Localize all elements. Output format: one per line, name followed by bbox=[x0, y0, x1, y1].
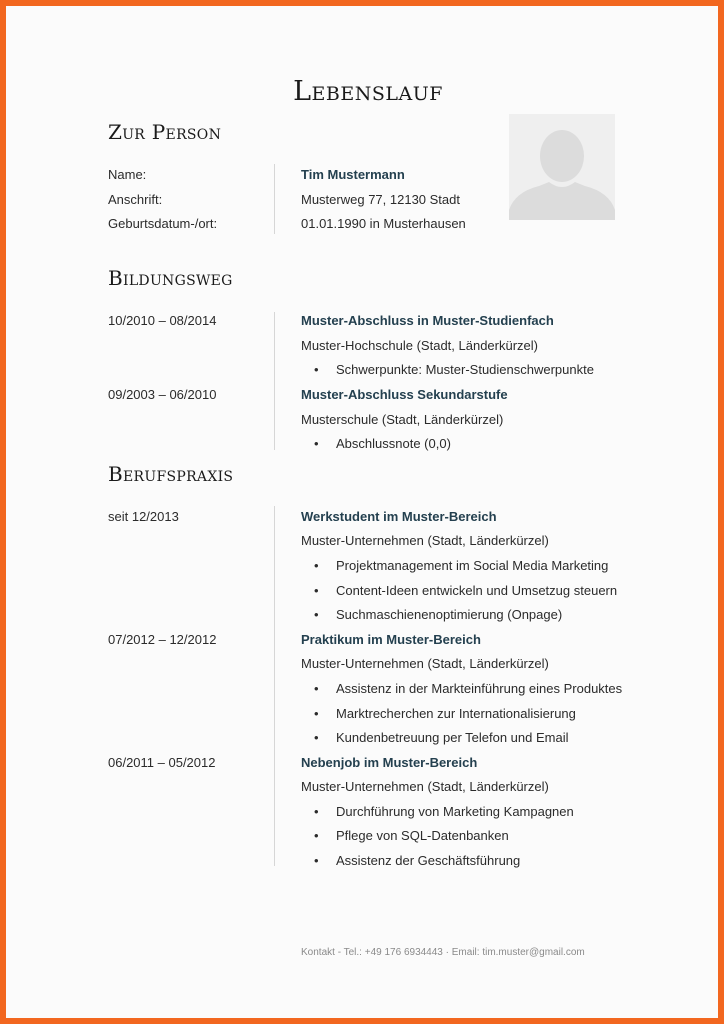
page-frame: Lebenslauf Zur Person Name: Tim Mustermann Anschrift: Musterweg 77, 12130 Stadt Geburtsdatum-/ort: 01.01.1990 in Musterhausen Bildungsweg 10/2010 – 08/2014 Muster-Abschluss in Muster-Studienfach Muster-Hochschule (Stadt, Länderkürzel) • Schwerpunkte: Muster-Studienschwerpunkte 09/2003 – 06/2010 Muster-Abschluss Sekundarstufe Musterschule (Stadt, Länderkürzel) • Abschlussnote (0,0) Berufspraxis seit 12/2013 Werkstudent im Muster-Bereich Muster-Unternehmen (Stadt, Länderkürzel) • Projektmanagement im Social Media Marketing • Content-Ideen entwickeln und Umsetzug steuern • Suchmaschienenoptimierung (Onpage) 07/2012 – 12/2012 Praktikum im Muster-Bereich Muster-Unternehmen (Stadt, Länderkürzel) • Assistenz in der Markteinführung eines Produktes • Marktrecherchen zur Internationalisierung • Kundenbetreuung per Telefon und Email 06/2011 – 05/2012 Nebenjob im Muster-Bereich Muster-Unternehmen (Stadt, Länderkürzel) • Durchführung von Marketing Kampagnen • Pflege von SQL-Datenbanken • Assistenz der Geschäftsführung Kontakt - Tel.: +49 176 6934443 · Email: tim.muster@gmail.com bbox=[0, 0, 724, 1024]
divider-education bbox=[274, 312, 275, 450]
experience-title: Praktikum im Muster-Bereich bbox=[301, 632, 481, 647]
education-institution: Musterschule (Stadt, Länderkürzel) bbox=[301, 412, 504, 427]
footer-contact: Kontakt - Tel.: +49 176 6934443 · Email: tim.muster@gmail.com bbox=[301, 947, 585, 958]
profile-photo bbox=[509, 114, 615, 220]
experience-company: Muster-Unternehmen (Stadt, Länderkürzel) bbox=[301, 779, 549, 794]
value-name: Tim Mustermann bbox=[301, 167, 405, 182]
education-title: Muster-Abschluss in Muster-Studienfach bbox=[301, 313, 554, 328]
education-period: 10/2010 – 08/2014 bbox=[108, 313, 217, 328]
experience-period: 06/2011 – 05/2012 bbox=[108, 755, 216, 770]
experience-period: seit 12/2013 bbox=[108, 509, 179, 524]
experience-company: Muster-Unternehmen (Stadt, Länderkürzel) bbox=[301, 656, 549, 671]
experience-title: Werkstudent im Muster-Bereich bbox=[301, 509, 497, 524]
label-name: Name: bbox=[108, 167, 147, 182]
experience-title: Nebenjob im Muster-Bereich bbox=[301, 755, 478, 770]
section-heading-education: Bildungsweg bbox=[108, 266, 233, 290]
person-silhouette-icon bbox=[509, 114, 615, 220]
education-institution: Muster-Hochschule (Stadt, Länderkürzel) bbox=[301, 338, 538, 353]
label-address: Anschrift: bbox=[108, 192, 163, 207]
experience-period: 07/2012 – 12/2012 bbox=[108, 632, 217, 647]
document-title: Lebenslauf bbox=[293, 76, 443, 107]
education-period: 09/2003 – 06/2010 bbox=[108, 387, 217, 402]
divider-experience bbox=[274, 506, 275, 866]
section-heading-experience: Berufspraxis bbox=[108, 462, 234, 486]
divider-person bbox=[274, 164, 275, 234]
experience-company: Muster-Unternehmen (Stadt, Länderkürzel) bbox=[301, 533, 549, 548]
value-birth: 01.01.1990 in Musterhausen bbox=[301, 216, 466, 231]
value-address: Musterweg 77, 12130 Stadt bbox=[301, 192, 460, 207]
label-birth: Geburtsdatum-/ort: bbox=[108, 216, 218, 231]
education-title: Muster-Abschluss Sekundarstufe bbox=[301, 387, 508, 402]
section-heading-person: Zur Person bbox=[108, 120, 222, 144]
